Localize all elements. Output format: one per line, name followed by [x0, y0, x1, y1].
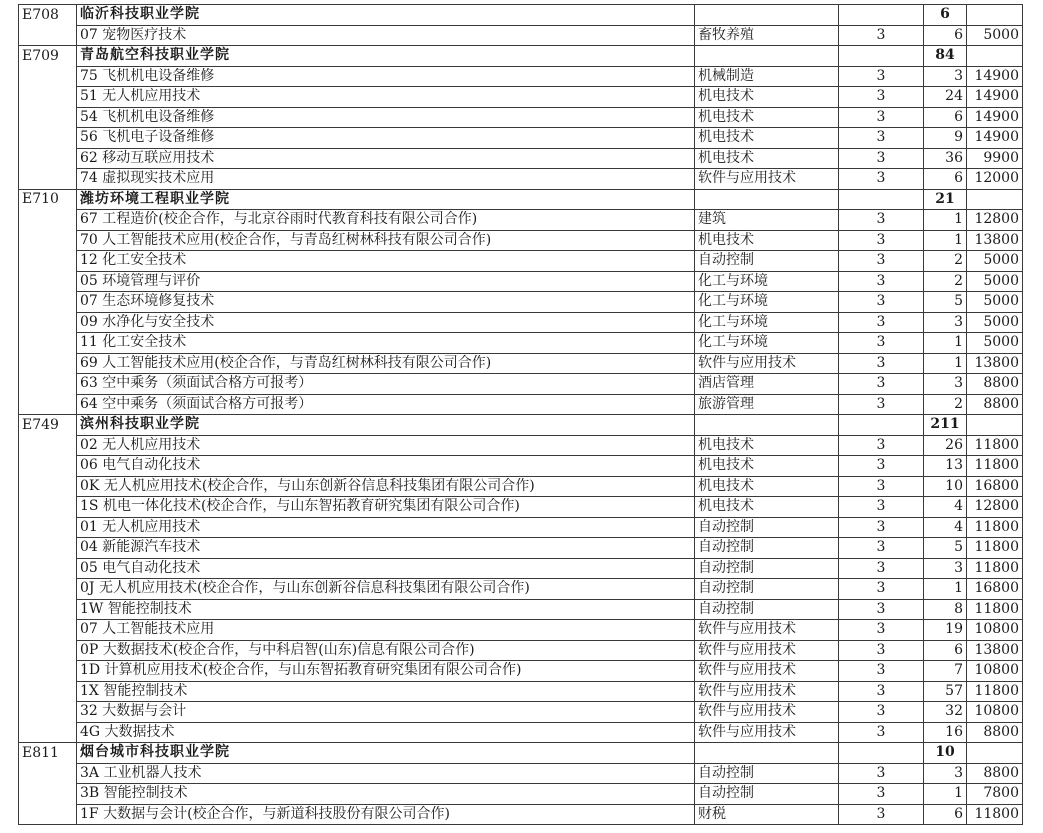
school-years-empty — [839, 743, 924, 764]
major-row — [19, 148, 1023, 169]
code-spacer — [19, 394, 77, 415]
major-fee: 12000 — [967, 169, 1023, 190]
major-fee: 5000 — [967, 333, 1023, 354]
major-years: 3 — [839, 804, 924, 825]
school-years-empty — [839, 415, 924, 436]
major-category: 自动控制 — [695, 784, 839, 805]
school-fee-empty — [967, 743, 1023, 764]
major-count: 13 — [924, 456, 967, 477]
major-fee: 5000 — [967, 292, 1023, 313]
major-years: 3 — [839, 271, 924, 292]
code-spacer — [19, 251, 77, 272]
school-category-empty — [695, 743, 839, 764]
school-row — [19, 743, 1023, 764]
major-count: 5 — [924, 538, 967, 559]
major-row — [19, 456, 1023, 477]
major-name: 07 人工智能技术应用 — [77, 620, 695, 641]
major-name: 12 化工安全技术 — [77, 251, 695, 272]
major-row — [19, 374, 1023, 395]
school-code: E749 — [19, 415, 77, 436]
major-name: 3A 工业机器人技术 — [77, 763, 695, 784]
code-spacer — [19, 763, 77, 784]
major-category: 建筑 — [695, 210, 839, 231]
major-name: 1W 智能控制技术 — [77, 599, 695, 620]
major-category: 化工与环境 — [695, 312, 839, 333]
major-fee: 10800 — [967, 661, 1023, 682]
major-category: 自动控制 — [695, 579, 839, 600]
major-category: 软件与应用技术 — [695, 661, 839, 682]
major-row — [19, 87, 1023, 108]
school-name: 青岛航空科技职业学院 — [77, 46, 695, 67]
major-count: 4 — [924, 517, 967, 538]
major-years: 3 — [839, 456, 924, 477]
major-years: 3 — [839, 579, 924, 600]
school-fee-empty — [967, 5, 1023, 26]
major-fee: 8800 — [967, 763, 1023, 784]
major-fee: 11800 — [967, 804, 1023, 825]
major-row — [19, 25, 1023, 46]
code-spacer — [19, 148, 77, 169]
major-name: 07 宠物医疗技术 — [77, 25, 695, 46]
school-years-empty — [839, 5, 924, 26]
major-years: 3 — [839, 435, 924, 456]
major-fee: 14900 — [967, 107, 1023, 128]
major-years: 3 — [839, 476, 924, 497]
major-row — [19, 210, 1023, 231]
major-fee: 11800 — [967, 538, 1023, 559]
major-row — [19, 271, 1023, 292]
major-years: 3 — [839, 251, 924, 272]
major-fee: 11800 — [967, 681, 1023, 702]
major-years: 3 — [839, 148, 924, 169]
major-count: 6 — [924, 640, 967, 661]
major-category: 机电技术 — [695, 497, 839, 518]
major-years: 3 — [839, 312, 924, 333]
major-years: 3 — [839, 66, 924, 87]
major-row — [19, 620, 1023, 641]
major-years: 3 — [839, 353, 924, 374]
code-spacer — [19, 271, 77, 292]
major-count: 6 — [924, 169, 967, 190]
school-total: 21 — [924, 189, 967, 210]
major-years: 3 — [839, 620, 924, 641]
code-spacer — [19, 661, 77, 682]
code-spacer — [19, 292, 77, 313]
code-spacer — [19, 128, 77, 149]
major-name: 63 空中乘务（须面试合格方可报考） — [77, 374, 695, 395]
major-name: 0P 大数据技术(校企合作，与中科启智(山东)信息有限公司合作) — [77, 640, 695, 661]
major-years: 3 — [839, 292, 924, 313]
major-category: 自动控制 — [695, 517, 839, 538]
major-years: 3 — [839, 517, 924, 538]
major-name: 74 虚拟现实技术应用 — [77, 169, 695, 190]
major-years: 3 — [839, 640, 924, 661]
major-category: 机电技术 — [695, 87, 839, 108]
major-fee: 8800 — [967, 394, 1023, 415]
major-fee: 11800 — [967, 517, 1023, 538]
major-row — [19, 804, 1023, 825]
major-category: 自动控制 — [695, 251, 839, 272]
major-fee: 16800 — [967, 579, 1023, 600]
major-years: 3 — [839, 210, 924, 231]
major-count: 9 — [924, 128, 967, 149]
major-row — [19, 579, 1023, 600]
major-count: 6 — [924, 107, 967, 128]
major-category: 软件与应用技术 — [695, 722, 839, 743]
school-row — [19, 46, 1023, 67]
school-name: 烟台城市科技职业学院 — [77, 743, 695, 764]
major-count: 3 — [924, 374, 967, 395]
code-spacer — [19, 517, 77, 538]
major-count: 2 — [924, 251, 967, 272]
major-years: 3 — [839, 87, 924, 108]
major-name: 07 生态环境修复技术 — [77, 292, 695, 313]
code-spacer — [19, 476, 77, 497]
school-years-empty — [839, 46, 924, 67]
major-count: 32 — [924, 702, 967, 723]
enrollment-plan-table — [18, 4, 1023, 825]
major-row — [19, 763, 1023, 784]
code-spacer — [19, 620, 77, 641]
major-fee: 9900 — [967, 148, 1023, 169]
major-category: 机电技术 — [695, 435, 839, 456]
major-count: 1 — [924, 784, 967, 805]
major-name: 67 工程造价(校企合作，与北京谷雨时代教育科技有限公司合作) — [77, 210, 695, 231]
major-name: 62 移动互联应用技术 — [77, 148, 695, 169]
code-spacer — [19, 784, 77, 805]
school-total: 84 — [924, 46, 967, 67]
major-fee: 7800 — [967, 784, 1023, 805]
major-name: 0K 无人机应用技术(校企合作，与山东创新谷信息科技集团有限公司合作) — [77, 476, 695, 497]
major-name: 02 无人机应用技术 — [77, 435, 695, 456]
school-row — [19, 189, 1023, 210]
major-count: 6 — [924, 25, 967, 46]
major-category: 机电技术 — [695, 456, 839, 477]
major-category: 软件与应用技术 — [695, 640, 839, 661]
school-code: E710 — [19, 189, 77, 210]
code-spacer — [19, 230, 77, 251]
school-total: 211 — [924, 415, 967, 436]
major-name: 11 化工安全技术 — [77, 333, 695, 354]
major-row — [19, 661, 1023, 682]
major-category: 化工与环境 — [695, 292, 839, 313]
major-count: 5 — [924, 292, 967, 313]
major-name: 0J 无人机应用技术(校企合作，与山东创新谷信息科技集团有限公司合作) — [77, 579, 695, 600]
school-name: 滨州科技职业学院 — [77, 415, 695, 436]
major-name: 04 新能源汽车技术 — [77, 538, 695, 559]
major-row — [19, 558, 1023, 579]
school-category-empty — [695, 189, 839, 210]
major-category: 软件与应用技术 — [695, 169, 839, 190]
major-fee: 5000 — [967, 251, 1023, 272]
major-row — [19, 66, 1023, 87]
major-category: 软件与应用技术 — [695, 620, 839, 641]
code-spacer — [19, 702, 77, 723]
school-category-empty — [695, 46, 839, 67]
major-count: 10 — [924, 476, 967, 497]
major-name: 56 飞机电子设备维修 — [77, 128, 695, 149]
major-name: 1S 机电一体化技术(校企合作，与山东智拓教育研究集团有限公司合作) — [77, 497, 695, 518]
major-name: 51 无人机应用技术 — [77, 87, 695, 108]
major-category: 软件与应用技术 — [695, 353, 839, 374]
code-spacer — [19, 599, 77, 620]
major-count: 19 — [924, 620, 967, 641]
major-count: 26 — [924, 435, 967, 456]
major-row — [19, 230, 1023, 251]
major-name: 3B 智能控制技术 — [77, 784, 695, 805]
code-spacer — [19, 558, 77, 579]
school-category-empty — [695, 5, 839, 26]
major-category: 畜牧养殖 — [695, 25, 839, 46]
major-name: 1F 大数据与会计(校企合作，与新道科技股份有限公司合作) — [77, 804, 695, 825]
major-row — [19, 353, 1023, 374]
major-years: 3 — [839, 169, 924, 190]
code-spacer — [19, 312, 77, 333]
major-count: 1 — [924, 230, 967, 251]
major-row — [19, 107, 1023, 128]
major-row — [19, 251, 1023, 272]
school-row — [19, 5, 1023, 26]
major-name: 1X 智能控制技术 — [77, 681, 695, 702]
major-fee: 5000 — [967, 25, 1023, 46]
code-spacer — [19, 353, 77, 374]
major-fee: 11800 — [967, 435, 1023, 456]
major-name: 05 电气自动化技术 — [77, 558, 695, 579]
major-years: 3 — [839, 107, 924, 128]
major-fee: 14900 — [967, 66, 1023, 87]
major-years: 3 — [839, 661, 924, 682]
school-name: 潍坊环境工程职业学院 — [77, 189, 695, 210]
major-name: 1D 计算机应用技术(校企合作，与山东智拓教育研究集团有限公司合作) — [77, 661, 695, 682]
major-row — [19, 517, 1023, 538]
table-body — [19, 5, 1023, 825]
major-fee: 10800 — [967, 620, 1023, 641]
major-count: 1 — [924, 333, 967, 354]
major-fee: 12800 — [967, 210, 1023, 231]
major-count: 3 — [924, 66, 967, 87]
major-fee: 11800 — [967, 456, 1023, 477]
major-count: 8 — [924, 599, 967, 620]
major-fee: 11800 — [967, 558, 1023, 579]
major-years: 3 — [839, 538, 924, 559]
major-row — [19, 333, 1023, 354]
major-row — [19, 640, 1023, 661]
code-spacer — [19, 66, 77, 87]
major-name: 4G 大数据技术 — [77, 722, 695, 743]
major-category: 机电技术 — [695, 128, 839, 149]
major-row — [19, 538, 1023, 559]
major-name: 01 无人机应用技术 — [77, 517, 695, 538]
major-name: 54 飞机机电设备维修 — [77, 107, 695, 128]
major-count: 6 — [924, 804, 967, 825]
major-fee: 13800 — [967, 640, 1023, 661]
major-years: 3 — [839, 702, 924, 723]
major-years: 3 — [839, 599, 924, 620]
major-category: 自动控制 — [695, 558, 839, 579]
school-code: E811 — [19, 743, 77, 764]
code-spacer — [19, 87, 77, 108]
major-category: 软件与应用技术 — [695, 702, 839, 723]
major-name: 64 空中乘务（须面试合格方可报考） — [77, 394, 695, 415]
major-fee: 8800 — [967, 374, 1023, 395]
code-spacer — [19, 722, 77, 743]
major-name: 09 水净化与安全技术 — [77, 312, 695, 333]
major-fee: 8800 — [967, 722, 1023, 743]
major-count: 2 — [924, 271, 967, 292]
major-category: 机电技术 — [695, 148, 839, 169]
major-count: 3 — [924, 763, 967, 784]
major-count: 1 — [924, 210, 967, 231]
major-fee: 5000 — [967, 271, 1023, 292]
major-category: 财税 — [695, 804, 839, 825]
code-spacer — [19, 579, 77, 600]
code-spacer — [19, 456, 77, 477]
major-fee: 13800 — [967, 230, 1023, 251]
major-fee: 13800 — [967, 353, 1023, 374]
major-row — [19, 722, 1023, 743]
major-years: 3 — [839, 128, 924, 149]
major-row — [19, 497, 1023, 518]
major-years: 3 — [839, 558, 924, 579]
major-category: 自动控制 — [695, 763, 839, 784]
major-count: 16 — [924, 722, 967, 743]
major-fee: 10800 — [967, 702, 1023, 723]
code-spacer — [19, 538, 77, 559]
school-fee-empty — [967, 189, 1023, 210]
school-category-empty — [695, 415, 839, 436]
code-spacer — [19, 169, 77, 190]
school-code: E709 — [19, 46, 77, 67]
major-category: 机械制造 — [695, 66, 839, 87]
major-years: 3 — [839, 333, 924, 354]
major-row — [19, 476, 1023, 497]
major-count: 1 — [924, 579, 967, 600]
school-code: E708 — [19, 5, 77, 26]
code-spacer — [19, 333, 77, 354]
major-count: 4 — [924, 497, 967, 518]
major-count: 36 — [924, 148, 967, 169]
code-spacer — [19, 640, 77, 661]
major-row — [19, 128, 1023, 149]
major-row — [19, 599, 1023, 620]
major-category: 旅游管理 — [695, 394, 839, 415]
major-category: 机电技术 — [695, 476, 839, 497]
major-category: 软件与应用技术 — [695, 681, 839, 702]
major-row — [19, 681, 1023, 702]
school-years-empty — [839, 189, 924, 210]
school-fee-empty — [967, 415, 1023, 436]
major-name: 05 环境管理与评价 — [77, 271, 695, 292]
major-name: 32 大数据与会计 — [77, 702, 695, 723]
code-spacer — [19, 435, 77, 456]
major-fee: 14900 — [967, 128, 1023, 149]
major-category: 机电技术 — [695, 107, 839, 128]
school-fee-empty — [967, 46, 1023, 67]
code-spacer — [19, 107, 77, 128]
code-spacer — [19, 804, 77, 825]
major-years: 3 — [839, 230, 924, 251]
major-row — [19, 435, 1023, 456]
major-row — [19, 292, 1023, 313]
major-years: 3 — [839, 394, 924, 415]
major-years: 3 — [839, 722, 924, 743]
major-fee: 14900 — [967, 87, 1023, 108]
major-years: 3 — [839, 784, 924, 805]
major-fee: 16800 — [967, 476, 1023, 497]
major-years: 3 — [839, 374, 924, 395]
major-count: 57 — [924, 681, 967, 702]
major-name: 75 飞机机电设备维修 — [77, 66, 695, 87]
school-total: 6 — [924, 5, 967, 26]
major-fee: 5000 — [967, 312, 1023, 333]
major-category: 机电技术 — [695, 230, 839, 251]
major-count: 3 — [924, 312, 967, 333]
major-row — [19, 784, 1023, 805]
code-spacer — [19, 681, 77, 702]
major-row — [19, 169, 1023, 190]
major-count: 1 — [924, 353, 967, 374]
major-fee: 11800 — [967, 599, 1023, 620]
major-count: 7 — [924, 661, 967, 682]
major-count: 24 — [924, 87, 967, 108]
major-category: 化工与环境 — [695, 333, 839, 354]
major-years: 3 — [839, 681, 924, 702]
code-spacer — [19, 25, 77, 46]
major-count: 2 — [924, 394, 967, 415]
major-row — [19, 394, 1023, 415]
major-name: 06 电气自动化技术 — [77, 456, 695, 477]
major-name: 70 人工智能技术应用(校企合作，与青岛红树林科技有限公司合作) — [77, 230, 695, 251]
major-years: 3 — [839, 25, 924, 46]
school-row — [19, 415, 1023, 436]
major-category: 自动控制 — [695, 538, 839, 559]
major-row — [19, 702, 1023, 723]
school-name: 临沂科技职业学院 — [77, 5, 695, 26]
major-row — [19, 312, 1023, 333]
major-category: 酒店管理 — [695, 374, 839, 395]
school-total: 10 — [924, 743, 967, 764]
code-spacer — [19, 497, 77, 518]
major-fee: 12800 — [967, 497, 1023, 518]
major-count: 3 — [924, 558, 967, 579]
major-years: 3 — [839, 497, 924, 518]
major-category: 自动控制 — [695, 599, 839, 620]
major-name: 69 人工智能技术应用(校企合作，与青岛红树林科技有限公司合作) — [77, 353, 695, 374]
code-spacer — [19, 210, 77, 231]
major-years: 3 — [839, 763, 924, 784]
major-category: 化工与环境 — [695, 271, 839, 292]
code-spacer — [19, 374, 77, 395]
